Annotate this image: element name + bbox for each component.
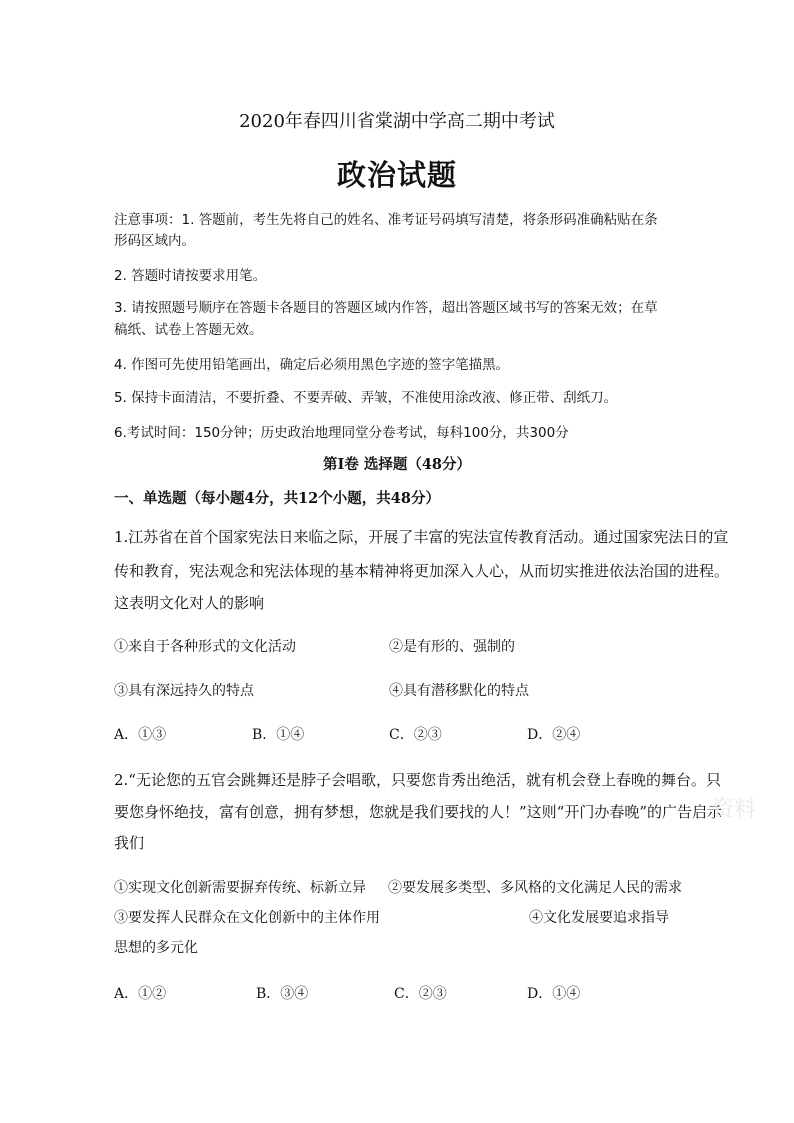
question-2-stem: 要您身怀绝技，富有创意，拥有梦想，您就是我们要找的人！”这则“开门办春晚”的广告启示 <box>114 803 723 821</box>
question-1-stem: 传和教育，宪法观念和宪法体现的基本精神将更加深入人心，从而切实推进依法治国的进程。 <box>114 562 730 580</box>
note-line: 3. 请按照题号顺序在答题卡各题目的答题区域内作答，超出答题区域书写的答案无效；在草 <box>114 300 658 316</box>
q1-answer-c: C．②③ <box>389 727 442 743</box>
question-1-stem: 1.江苏省在首个国家宪法日来临之际，开展了丰富的宪法宣传教育活动。通过国家宪法日的宣 <box>114 528 729 546</box>
note-line: 形码区域内。 <box>114 233 195 249</box>
q1-option-3: ③具有深远持久的特点 <box>114 683 254 699</box>
q2-answer-c: C．②③ <box>394 986 447 1002</box>
note-line: 2. 答题时请按要求用笔。 <box>114 268 267 284</box>
q2-answer-d: D．①④ <box>527 986 581 1002</box>
q2-option-1: ①实现文化创新需要摒弃传统、标新立异 <box>114 880 366 896</box>
q1-answer-a: A．①③ <box>114 727 167 743</box>
q1-answer-b: B．①④ <box>252 727 305 743</box>
q1-answer-d: D．②④ <box>527 727 581 743</box>
q1-option-1: ①来自于各种形式的文化活动 <box>114 639 296 655</box>
exam-title: 2020年春四川省棠湖中学高二期中考试 <box>239 111 555 132</box>
section-heading: 一、单选题（每小题4分，共12个小题，共48分） <box>114 490 440 507</box>
q2-option-4-cont: 思想的多元化 <box>114 940 198 956</box>
note-line: 注意事项：1. 答题前，考生先将自己的姓名、准考证号码填写清楚，将条形码准确粘贴在条 <box>114 212 658 228</box>
note-line: 5. 保持卡面清洁，不要折叠、不要弄破、弄皱，不准使用涂改液、修正带、刮纸刀。 <box>114 390 618 406</box>
q2-answer-a: A．①② <box>114 986 167 1002</box>
question-2-stem: 2.“无论您的五官会跳舞还是脖子会唱歌，只要您肯秀出绝活，就有机会登上春晚的舞台。只 <box>114 771 721 789</box>
q1-option-2: ②是有形的、强制的 <box>389 639 515 655</box>
section-title: 第Ⅰ卷 选择题（48分） <box>322 456 471 473</box>
q2-option-2: ②要发展多类型、多风格的文化满足人民的需求 <box>388 880 682 896</box>
q2-answer-b: B．③④ <box>256 986 309 1002</box>
note-line: 4. 作图可先使用铅笔画出，确定后必须用黑色字迹的签字笔描黑。 <box>114 357 510 373</box>
q2-option-4: ④文化发展要追求指导 <box>529 910 669 926</box>
subject-title: 政治试题 <box>336 158 457 192</box>
q2-option-3: ③要发挥人民群众在文化创新中的主体作用 <box>114 910 380 926</box>
note-line: 6.考试时间：150分钟；历史政治地理同堂分卷考试，每科100分，共300分 <box>114 425 569 441</box>
q1-option-4: ④具有潜移默化的特点 <box>389 683 529 699</box>
question-1-stem: 这表明文化对人的影响 <box>114 594 265 612</box>
note-line: 稿纸、试卷上答题无效。 <box>114 322 263 338</box>
question-2-stem: 我们 <box>114 834 145 852</box>
watermark: 资料 <box>712 797 757 822</box>
